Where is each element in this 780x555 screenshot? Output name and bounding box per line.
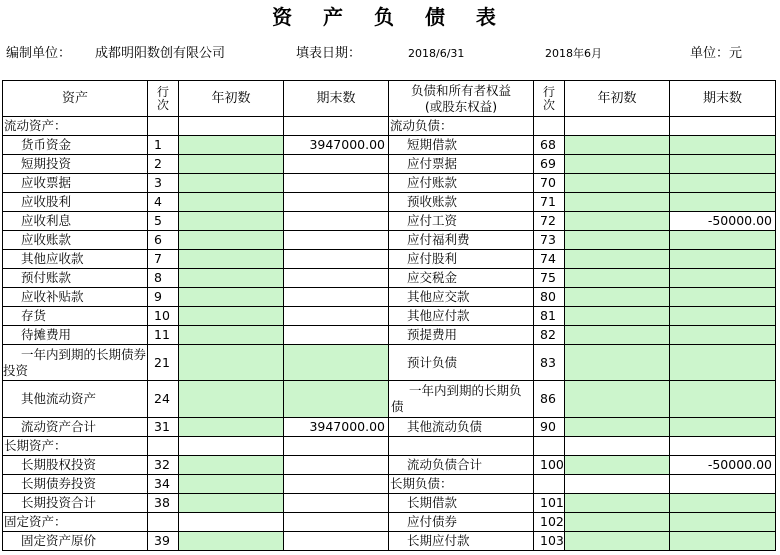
asset-end[interactable]: 3947000.00 xyxy=(284,136,389,155)
liability-line-no: 80 xyxy=(534,288,565,307)
liability-line-no: 83 xyxy=(534,345,565,381)
asset-line-no: 32 xyxy=(148,456,179,475)
asset-begin[interactable] xyxy=(179,326,284,345)
table-row xyxy=(3,250,776,269)
liability-end[interactable] xyxy=(670,250,776,269)
asset-label: 固定资产原价 xyxy=(3,532,148,551)
liability-label: 一年内到期的长期负债 xyxy=(389,381,534,418)
asset-label: 应收股利 xyxy=(3,193,148,212)
asset-begin[interactable] xyxy=(179,212,284,231)
liability-line-no: 71 xyxy=(534,193,565,212)
asset-line-no: 21 xyxy=(148,345,179,381)
page-title: 资 产 负 债 表 xyxy=(272,5,508,29)
table-row xyxy=(3,193,776,212)
liability-label: 短期借款 xyxy=(389,136,534,155)
asset-begin[interactable] xyxy=(179,307,284,326)
liability-end[interactable] xyxy=(670,345,776,381)
liability-line-no: 102 xyxy=(534,513,565,532)
liability-begin[interactable] xyxy=(565,437,670,456)
table-row xyxy=(3,326,776,345)
balance-sheet-table xyxy=(2,80,776,551)
col-line-top: 行 xyxy=(156,84,169,99)
asset-line-no xyxy=(148,437,179,456)
asset-label: 流动资产： xyxy=(3,117,148,136)
table-row xyxy=(3,212,776,231)
table-row xyxy=(3,269,776,288)
liability-begin[interactable] xyxy=(565,418,670,437)
asset-begin[interactable] xyxy=(179,494,284,513)
asset-end[interactable] xyxy=(284,456,389,475)
asset-begin[interactable] xyxy=(179,532,284,551)
company-name: 成都明阳数创有限公司 xyxy=(95,46,226,61)
asset-line-no: 2 xyxy=(148,155,179,174)
liability-end[interactable] xyxy=(670,532,776,551)
asset-end[interactable] xyxy=(284,155,389,174)
liability-end[interactable]: -50000.00 xyxy=(670,456,776,475)
table-row xyxy=(3,456,776,475)
asset-label: 预付账款 xyxy=(3,269,148,288)
liability-line-no: 74 xyxy=(534,250,565,269)
liability-line-no: 86 xyxy=(534,381,565,418)
col-liability-line2: (或股东权益) xyxy=(424,98,498,114)
asset-line-no: 8 xyxy=(148,269,179,288)
liability-begin[interactable] xyxy=(565,381,670,418)
liability-end[interactable] xyxy=(670,475,776,494)
asset-line-no: 24 xyxy=(148,381,179,418)
liability-end[interactable] xyxy=(670,155,776,174)
asset-end[interactable] xyxy=(284,345,389,381)
liability-end[interactable] xyxy=(670,307,776,326)
table-row xyxy=(3,307,776,326)
asset-label: 流动资产合计 xyxy=(3,418,148,437)
liability-end[interactable] xyxy=(670,494,776,513)
asset-label: 应收利息 xyxy=(3,212,148,231)
liability-line-no xyxy=(534,437,565,456)
col-liability xyxy=(389,81,534,117)
liability-end[interactable] xyxy=(670,193,776,212)
liability-line-no: 75 xyxy=(534,269,565,288)
asset-line-no xyxy=(148,513,179,532)
liability-end[interactable] xyxy=(670,231,776,250)
table-row xyxy=(3,437,776,456)
asset-begin[interactable] xyxy=(179,418,284,437)
liability-label: 其他流动负债 xyxy=(389,418,534,437)
asset-line-no: 6 xyxy=(148,231,179,250)
liability-label: 应交税金 xyxy=(389,269,534,288)
asset-label: 长期投资合计 xyxy=(3,494,148,513)
col-liability-line1: 负债和所有者权益 xyxy=(410,82,511,98)
asset-label: 其他应收款 xyxy=(3,250,148,269)
col-end-2: 期末数 xyxy=(670,81,776,117)
asset-end[interactable] xyxy=(284,437,389,456)
asset-begin[interactable] xyxy=(179,117,284,136)
liability-begin[interactable] xyxy=(565,250,670,269)
col-line xyxy=(148,81,179,117)
asset-begin[interactable] xyxy=(179,475,284,494)
asset-label: 短期投资 xyxy=(3,155,148,174)
liability-begin[interactable] xyxy=(565,326,670,345)
liability-label: 应付账款 xyxy=(389,174,534,193)
asset-label: 应收补贴款 xyxy=(3,288,148,307)
asset-line-no: 31 xyxy=(148,418,179,437)
liability-line-no: 101 xyxy=(534,494,565,513)
liability-label: 其他应付款 xyxy=(389,307,534,326)
liability-end[interactable] xyxy=(670,117,776,136)
liability-label: 应付债券 xyxy=(389,513,534,532)
liability-line-no: 73 xyxy=(534,231,565,250)
col-line-2-bottom: 次 xyxy=(542,97,555,112)
col-asset: 资产 xyxy=(3,81,148,117)
liability-label: 应付票据 xyxy=(389,155,534,174)
table-row xyxy=(3,494,776,513)
liability-end[interactable] xyxy=(670,174,776,193)
liability-label: 预提费用 xyxy=(389,326,534,345)
asset-label: 长期资产： xyxy=(3,437,148,456)
asset-line-no: 4 xyxy=(148,193,179,212)
asset-end[interactable] xyxy=(284,174,389,193)
asset-begin[interactable] xyxy=(179,456,284,475)
asset-end[interactable] xyxy=(284,494,389,513)
liability-begin[interactable] xyxy=(565,345,670,381)
liability-begin[interactable] xyxy=(565,475,670,494)
liability-end[interactable] xyxy=(670,326,776,345)
asset-begin[interactable] xyxy=(179,193,284,212)
liability-begin[interactable] xyxy=(565,212,670,231)
asset-end[interactable] xyxy=(284,475,389,494)
asset-end[interactable] xyxy=(284,269,389,288)
liability-begin[interactable] xyxy=(565,136,670,155)
liability-line-no xyxy=(534,475,565,494)
asset-end[interactable] xyxy=(284,381,389,418)
col-end: 期末数 xyxy=(284,81,389,117)
liability-line-no: 81 xyxy=(534,307,565,326)
asset-label: 长期债券投资 xyxy=(3,475,148,494)
column-header-row xyxy=(3,81,776,117)
liability-label: 预计负债 xyxy=(389,345,534,381)
asset-line-no: 5 xyxy=(148,212,179,231)
col-line-2-top: 行 xyxy=(542,84,555,99)
table-row xyxy=(3,345,776,381)
liability-label: 流动负债： xyxy=(389,117,534,136)
liability-line-no: 90 xyxy=(534,418,565,437)
liability-begin[interactable] xyxy=(565,174,670,193)
asset-end[interactable] xyxy=(284,117,389,136)
asset-end[interactable]: 3947000.00 xyxy=(284,418,389,437)
liability-end[interactable]: -50000.00 xyxy=(670,212,776,231)
asset-begin[interactable] xyxy=(179,437,284,456)
asset-begin[interactable] xyxy=(179,269,284,288)
liability-end[interactable] xyxy=(670,136,776,155)
liability-end[interactable] xyxy=(670,437,776,456)
liability-begin[interactable] xyxy=(565,494,670,513)
asset-line-no xyxy=(148,117,179,136)
asset-end[interactable] xyxy=(284,532,389,551)
liability-end[interactable] xyxy=(670,513,776,532)
asset-line-no: 38 xyxy=(148,494,179,513)
asset-label: 待摊费用 xyxy=(3,326,148,345)
asset-end[interactable] xyxy=(284,326,389,345)
asset-label: 应收票据 xyxy=(3,174,148,193)
company-label: 编制单位： xyxy=(6,46,72,61)
asset-end[interactable] xyxy=(284,513,389,532)
liability-label: 流动负债合计 xyxy=(389,456,534,475)
asset-end[interactable] xyxy=(284,193,389,212)
asset-end[interactable] xyxy=(284,250,389,269)
date-label: 填表日期： xyxy=(296,46,362,61)
asset-line-no: 11 xyxy=(148,326,179,345)
liability-line-no: 103 xyxy=(534,532,565,551)
col-line-2 xyxy=(534,81,565,117)
liability-label: 其他应交款 xyxy=(389,288,534,307)
liability-label: 应付股利 xyxy=(389,250,534,269)
period: 2018年6月 xyxy=(545,47,602,60)
liability-line-no: 70 xyxy=(534,174,565,193)
asset-label: 货币资金 xyxy=(3,136,148,155)
col-begin: 年初数 xyxy=(179,81,284,117)
asset-end[interactable] xyxy=(284,288,389,307)
table-row xyxy=(3,136,776,155)
liability-end[interactable] xyxy=(670,269,776,288)
liability-begin[interactable] xyxy=(565,193,670,212)
asset-label: 长期股权投资 xyxy=(3,456,148,475)
liability-begin[interactable] xyxy=(565,513,670,532)
liability-begin[interactable] xyxy=(565,117,670,136)
liability-line-no: 72 xyxy=(534,212,565,231)
asset-begin[interactable] xyxy=(179,155,284,174)
asset-line-no: 1 xyxy=(148,136,179,155)
table-row xyxy=(3,418,776,437)
liability-line-no xyxy=(534,117,565,136)
unit: 单位：元 xyxy=(690,46,743,61)
col-line-bottom: 次 xyxy=(156,97,169,112)
asset-begin[interactable] xyxy=(179,250,284,269)
asset-begin[interactable] xyxy=(179,174,284,193)
asset-begin[interactable] xyxy=(179,231,284,250)
date-value: 2018/6/31 xyxy=(408,47,465,60)
asset-end[interactable] xyxy=(284,212,389,231)
liability-label: 长期应付款 xyxy=(389,532,534,551)
liability-begin[interactable] xyxy=(565,307,670,326)
asset-begin[interactable] xyxy=(179,136,284,155)
asset-line-no: 3 xyxy=(148,174,179,193)
col-begin-2: 年初数 xyxy=(565,81,670,117)
asset-label: 应收账款 xyxy=(3,231,148,250)
liability-label xyxy=(389,437,534,456)
asset-line-no: 10 xyxy=(148,307,179,326)
liability-line-no: 69 xyxy=(534,155,565,174)
liability-begin[interactable] xyxy=(565,269,670,288)
table-row xyxy=(3,513,776,532)
asset-label: 其他流动资产 xyxy=(3,381,148,418)
liability-begin[interactable] xyxy=(565,231,670,250)
asset-begin[interactable] xyxy=(179,345,284,381)
table-row xyxy=(3,381,776,418)
table-row xyxy=(3,231,776,250)
liability-label: 预收账款 xyxy=(389,193,534,212)
asset-line-no: 7 xyxy=(148,250,179,269)
asset-line-no: 39 xyxy=(148,532,179,551)
table-row xyxy=(3,117,776,136)
asset-label: 固定资产： xyxy=(3,513,148,532)
asset-line-no: 34 xyxy=(148,475,179,494)
table-row xyxy=(3,475,776,494)
liability-line-no: 100 xyxy=(534,456,565,475)
asset-begin[interactable] xyxy=(179,288,284,307)
liability-label: 应付福利费 xyxy=(389,231,534,250)
liability-line-no: 68 xyxy=(534,136,565,155)
asset-begin[interactable] xyxy=(179,381,284,418)
liability-begin[interactable] xyxy=(565,288,670,307)
liability-begin[interactable] xyxy=(565,532,670,551)
asset-end[interactable] xyxy=(284,307,389,326)
liability-begin[interactable] xyxy=(565,155,670,174)
liability-end[interactable] xyxy=(670,418,776,437)
table-row xyxy=(3,155,776,174)
liability-line-no: 82 xyxy=(534,326,565,345)
asset-line-no: 9 xyxy=(148,288,179,307)
asset-label: 一年内到期的长期债券投资 xyxy=(3,345,148,381)
liability-label: 长期负债： xyxy=(389,475,534,494)
liability-label: 长期借款 xyxy=(389,494,534,513)
asset-end[interactable] xyxy=(284,231,389,250)
liability-begin[interactable] xyxy=(565,456,670,475)
table-row xyxy=(3,174,776,193)
asset-label: 存货 xyxy=(3,307,148,326)
table-row xyxy=(3,288,776,307)
liability-end[interactable] xyxy=(670,288,776,307)
table-row xyxy=(3,532,776,551)
liability-end[interactable] xyxy=(670,381,776,418)
liability-label: 应付工资 xyxy=(389,212,534,231)
asset-begin[interactable] xyxy=(179,513,284,532)
